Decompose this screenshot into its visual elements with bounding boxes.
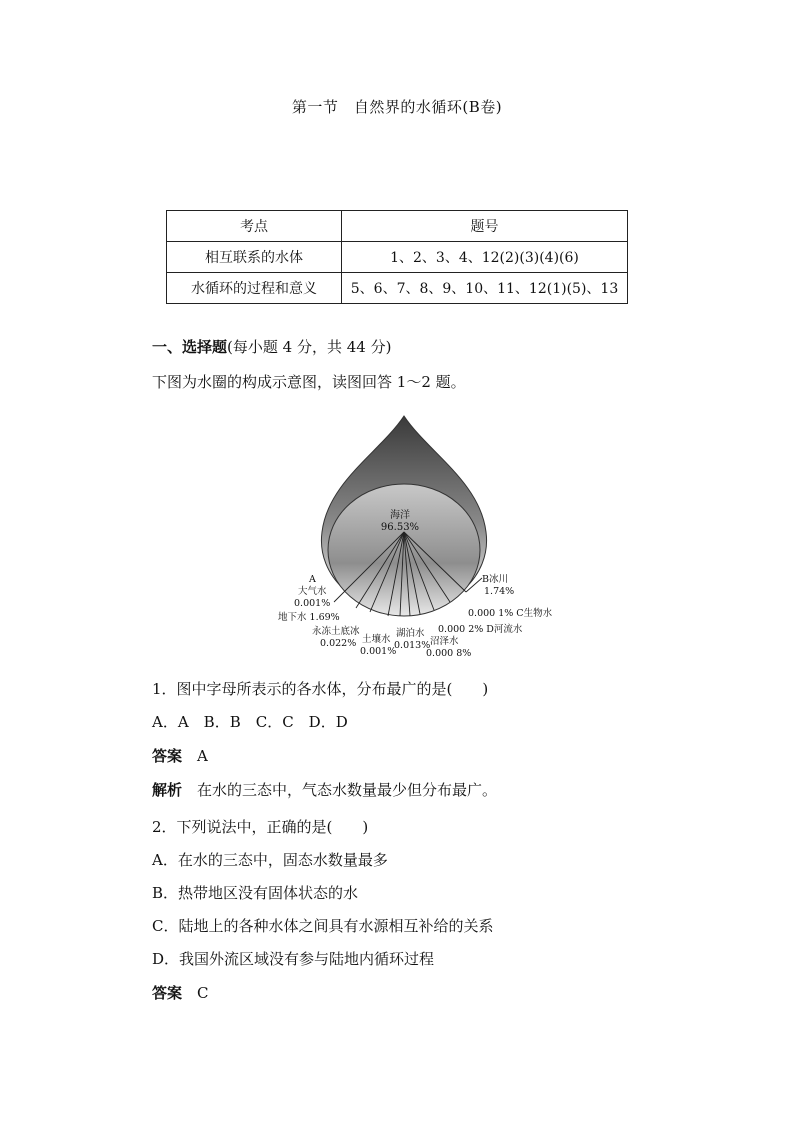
table-row <box>167 273 628 304</box>
swamp-pct-label: 0.000 8% <box>426 648 472 659</box>
A-name-label: 大气水 <box>298 586 327 597</box>
bio-label: 0.000 1% C生物水 <box>468 608 553 619</box>
exam-point-table <box>166 210 628 304</box>
table-cell: 1、2、3、4、12(2)(3)(4)(6) <box>342 242 628 273</box>
hydrosphere-diagram <box>270 412 560 662</box>
permafrost-label: 永冻土底冰 <box>312 626 360 637</box>
table-row <box>167 242 628 273</box>
q2-option-c: C．陆地上的各种水体之间具有水源相互补给的关系 <box>152 917 494 935</box>
section-heading-line <box>152 336 391 357</box>
q2-stem: 2．下列说法中，正确的是( ) <box>152 818 369 836</box>
q1-options: A．A B．B C．C D．D <box>152 713 348 731</box>
q2-option-d: D．我国外流区域没有参与陆地内循环过程 <box>152 950 435 968</box>
q2-option-b: B．热带地区没有固体状态的水 <box>152 884 359 902</box>
q1-stem: 1．图中字母所表示的各水体，分布最广的是( ) <box>152 680 489 698</box>
answer-value: C <box>197 984 209 1002</box>
section-heading: 一、选择题 <box>152 338 228 356</box>
table-header-row <box>167 211 628 242</box>
answer-label: 答案 <box>152 747 183 765</box>
q1-analysis-line <box>152 779 497 800</box>
table-cell: 相互联系的水体 <box>167 242 342 273</box>
permafrost-pct-label: 0.022% <box>320 638 357 649</box>
soil-label: 土壤水 <box>362 634 391 645</box>
q2-answer-line <box>152 982 209 1003</box>
swamp-label: 沼泽水 <box>430 636 459 647</box>
analysis-label: 解析 <box>152 781 183 799</box>
table-header-cell: 题号 <box>342 211 628 242</box>
glacier-pct-label: 1.74% <box>484 586 515 597</box>
groundwater-label: 地下水 1.69% <box>278 612 340 623</box>
A-pct-label: 0.001% <box>294 598 331 609</box>
page-title: 第一节 自然界的水循环(B卷) <box>291 98 503 116</box>
analysis-text: 在水的三态中，气态水数量最少但分布最广。 <box>197 781 498 799</box>
table-header-cell: 考点 <box>167 211 342 242</box>
figure-intro: 下图为水圈的构成示意图，读图回答 1～2 题。 <box>152 373 466 391</box>
table-cell: 水循环的过程和意义 <box>167 273 342 304</box>
section-note: (每小题 4 分，共 44 分) <box>227 338 392 356</box>
table-cell: 5、6、7、8、9、10、11、12(1)(5)、13 <box>342 273 628 304</box>
answer-label: 答案 <box>152 984 183 1002</box>
answer-value: A <box>197 747 208 765</box>
q2-option-a: A．在水的三态中，固态水数量最多 <box>152 851 388 869</box>
A-letter-label: A <box>309 574 316 585</box>
ocean-label: 海洋 <box>390 510 410 521</box>
river-label: 0.000 2% D河流水 <box>438 624 523 635</box>
q1-answer-line <box>152 745 208 766</box>
soil-pct-label: 0.001% <box>360 646 397 657</box>
ocean-circle <box>328 484 480 616</box>
lake-pct-label: 0.013% <box>394 640 431 651</box>
lake-label: 湖泊水 <box>396 628 425 639</box>
glacier-label: B冰川 <box>482 574 508 585</box>
ocean-pct-label: 96.53% <box>380 522 420 533</box>
